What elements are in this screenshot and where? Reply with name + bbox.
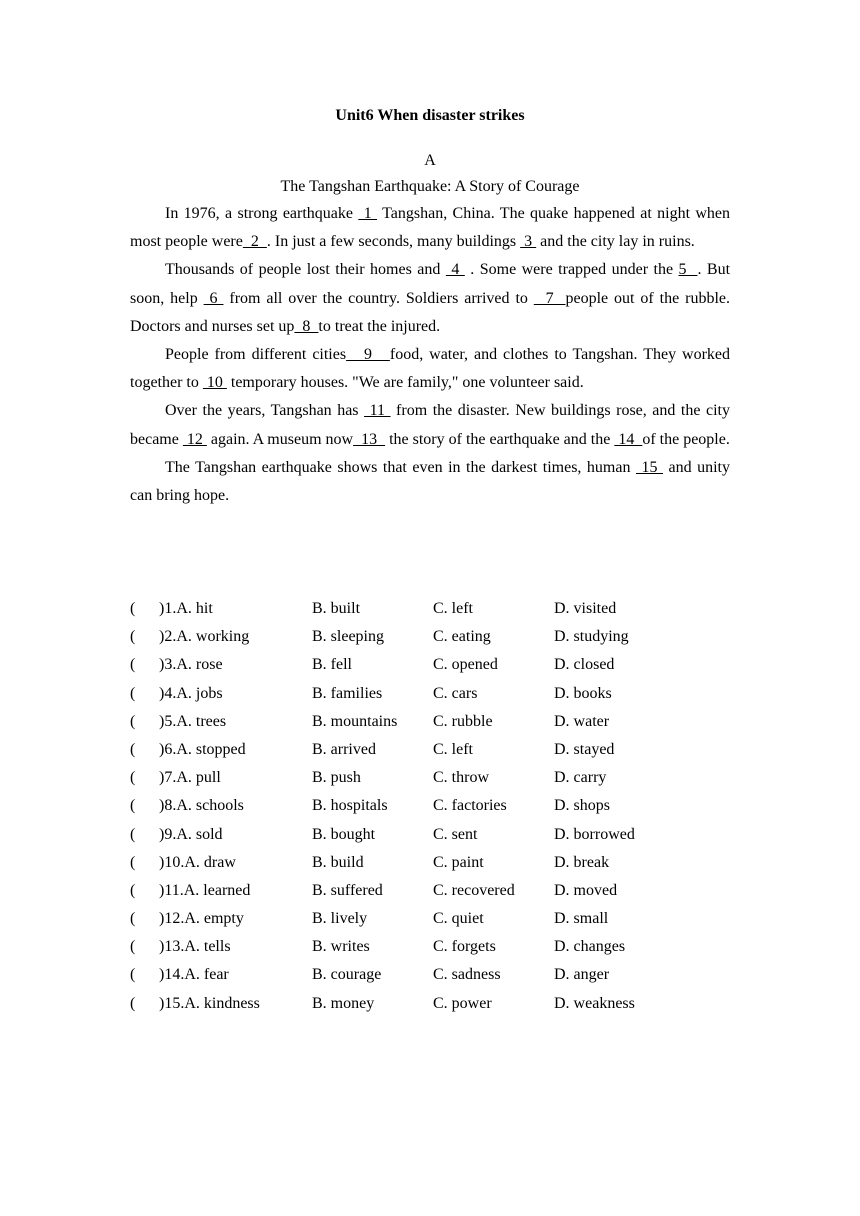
option-d: D. borrowed: [554, 825, 635, 843]
answer-paren: (: [130, 938, 136, 956]
option-d: D. moved: [554, 881, 618, 899]
option-c: C. rubble: [433, 712, 493, 730]
question-row: [130, 877, 750, 905]
passage-text: and the city lay in ruins.: [536, 233, 695, 251]
passage-paragraph: [130, 256, 730, 341]
option-b: B. built: [312, 600, 361, 617]
answer-blank: 11: [364, 402, 391, 420]
option-b: B. hospitals: [312, 797, 388, 815]
passage-text: . But soon, help: [130, 261, 731, 307]
option-c: C. opened: [433, 656, 498, 674]
passage-paragraph: [130, 397, 730, 453]
answer-blank: 10: [202, 374, 227, 392]
option-d: D. small: [554, 910, 609, 928]
option-d: D. carry: [554, 769, 607, 787]
passage-paragraph: [130, 454, 730, 510]
question-row: [130, 990, 750, 1018]
answer-paren: (: [130, 628, 136, 646]
question-row: [130, 623, 750, 651]
answer-blank: 8: [294, 317, 319, 335]
option-a: )14.A. fear: [159, 966, 229, 984]
passage-text: the story of the earthquake and the: [385, 430, 615, 448]
passage-text: Over the years, Tangshan has: [165, 402, 365, 420]
question-row: [130, 961, 750, 989]
passage: [130, 200, 730, 510]
passage-text: temporary houses. "We are family," one volunteer said.: [226, 374, 584, 392]
option-c: C. eating: [433, 628, 491, 646]
passage-text: to treat the injured.: [318, 317, 441, 335]
option-c: C. forgets: [433, 938, 496, 956]
answer-paren: (: [130, 712, 136, 730]
option-b: B. push: [312, 769, 361, 787]
option-c: C. sadness: [433, 966, 501, 984]
question-row: [130, 736, 750, 764]
answer-blank: 5: [678, 261, 698, 279]
answer-paren: (: [130, 966, 136, 984]
option-d: D. visited: [554, 600, 617, 617]
option-c: C. sent: [433, 825, 478, 843]
option-a: )12.A. empty: [159, 910, 244, 928]
option-d: D. break: [554, 853, 610, 871]
option-d: D. anger: [554, 966, 610, 984]
option-c: C. left: [433, 600, 473, 617]
option-a: )15.A. kindness: [159, 994, 260, 1012]
passage-paragraph: [130, 341, 730, 397]
page-title: Unit6 When disaster strikes: [335, 107, 525, 124]
answer-blank: 6: [203, 289, 224, 307]
question-row: [130, 595, 750, 623]
option-b: B. bought: [312, 825, 376, 843]
question-row: [130, 651, 750, 679]
question-row: [130, 933, 750, 961]
passage-text: from all over the country. Soldiers arrived to: [223, 289, 534, 307]
answer-blank: 9: [346, 346, 390, 364]
option-c: C. throw: [433, 769, 489, 787]
option-a: )10.A. draw: [159, 853, 236, 871]
option-b: B. mountains: [312, 712, 398, 730]
option-b: B. build: [312, 853, 364, 871]
passage-text: food, water, and clothes to Tangshan. They worked together to: [130, 346, 731, 392]
option-a: )13.A. tells: [159, 938, 231, 956]
option-d: D. closed: [554, 656, 615, 674]
option-a: )2.A. working: [159, 628, 250, 646]
option-a: )1.A. hit: [159, 600, 213, 617]
answer-blank: 14: [614, 430, 643, 448]
section-letter: A: [424, 152, 436, 169]
answer-paren: (: [130, 825, 136, 843]
question-row: [130, 708, 750, 736]
option-c: C. left: [433, 740, 473, 758]
question-row: [130, 792, 750, 820]
answer-blank: 3: [520, 233, 537, 251]
passage-text: . In just a few seconds, many buildings: [266, 233, 521, 251]
option-b: B. courage: [312, 966, 382, 984]
option-c: C. paint: [433, 853, 484, 871]
option-b: B. suffered: [312, 881, 383, 899]
answer-blank: 12: [182, 430, 207, 448]
passage-text: Thousands of people lost their homes and: [165, 261, 446, 279]
answer-paren: (: [130, 740, 136, 758]
option-b: B. fell: [312, 656, 352, 674]
passage-text: of the people.: [642, 430, 730, 448]
option-c: C. quiet: [433, 910, 484, 928]
question-row: [130, 905, 750, 933]
answer-blank: 1: [358, 205, 378, 222]
question-row: [130, 764, 750, 792]
answer-paren: (: [130, 684, 136, 702]
options-list: [130, 595, 750, 1018]
answer-paren: (: [130, 769, 136, 787]
question-row: [130, 849, 750, 877]
passage-text: . Some were trapped under the: [464, 261, 679, 279]
question-row: [130, 821, 750, 849]
passage-text: people out of the rubble. Doctors and nurses set up: [130, 289, 730, 335]
answer-blank: 15: [635, 458, 663, 476]
option-c: C. cars: [433, 684, 478, 702]
option-a: )4.A. jobs: [159, 684, 223, 702]
question-row: [130, 680, 750, 708]
passage-text: The Tangshan earthquake shows that even in the darkest times, human: [165, 458, 636, 476]
option-a: )9.A. sold: [159, 825, 223, 843]
option-c: C. power: [433, 994, 492, 1012]
answer-blank: 13: [353, 430, 386, 448]
option-b: B. families: [312, 684, 383, 702]
passage-text: and unity can bring hope.: [130, 458, 730, 505]
option-a: )11.A. learned: [159, 881, 251, 899]
answer-paren: (: [130, 881, 136, 899]
option-d: D. weakness: [554, 994, 635, 1012]
option-b: B. lively: [312, 910, 368, 928]
option-d: D. changes: [554, 938, 626, 956]
option-a: )8.A. schools: [159, 797, 244, 815]
option-d: D. stayed: [554, 740, 615, 758]
answer-paren: (: [130, 656, 136, 674]
option-a: )7.A. pull: [159, 769, 221, 787]
option-b: B. money: [312, 994, 375, 1012]
option-d: D. studying: [554, 628, 629, 646]
option-d: D. shops: [554, 797, 611, 815]
option-d: D. books: [554, 684, 612, 702]
answer-blank: 2: [242, 233, 267, 251]
passage-text: from the disaster. New buildings rose, and the city became: [130, 402, 730, 448]
answer-blank: 4: [445, 261, 465, 279]
answer-paren: (: [130, 994, 136, 1012]
answer-paren: (: [130, 853, 136, 871]
passage-text: People from different cities: [165, 346, 347, 364]
option-b: B. sleeping: [312, 628, 384, 646]
passage-text: again. A museum now: [206, 430, 354, 448]
answer-paren: (: [130, 600, 136, 617]
answer-paren: (: [130, 910, 136, 928]
answer-blank: 7: [533, 289, 566, 307]
option-c: C. recovered: [433, 881, 515, 899]
answer-paren: (: [130, 797, 136, 815]
passage-paragraph: [130, 200, 730, 256]
option-a: )5.A. trees: [159, 712, 227, 730]
option-a: )6.A. stopped: [159, 740, 246, 758]
passage-title: The Tangshan Earthquake: A Story of Courage: [280, 178, 580, 195]
passage-text: Tangshan, China. The quake happened at night when most people were: [130, 205, 731, 251]
option-d: D. water: [554, 712, 610, 730]
option-a: )3.A. rose: [159, 656, 223, 674]
passage-text: In 1976, a strong earthquake: [165, 205, 359, 222]
option-c: C. factories: [433, 797, 507, 815]
option-b: B. arrived: [312, 740, 376, 758]
option-b: B. writes: [312, 938, 370, 956]
